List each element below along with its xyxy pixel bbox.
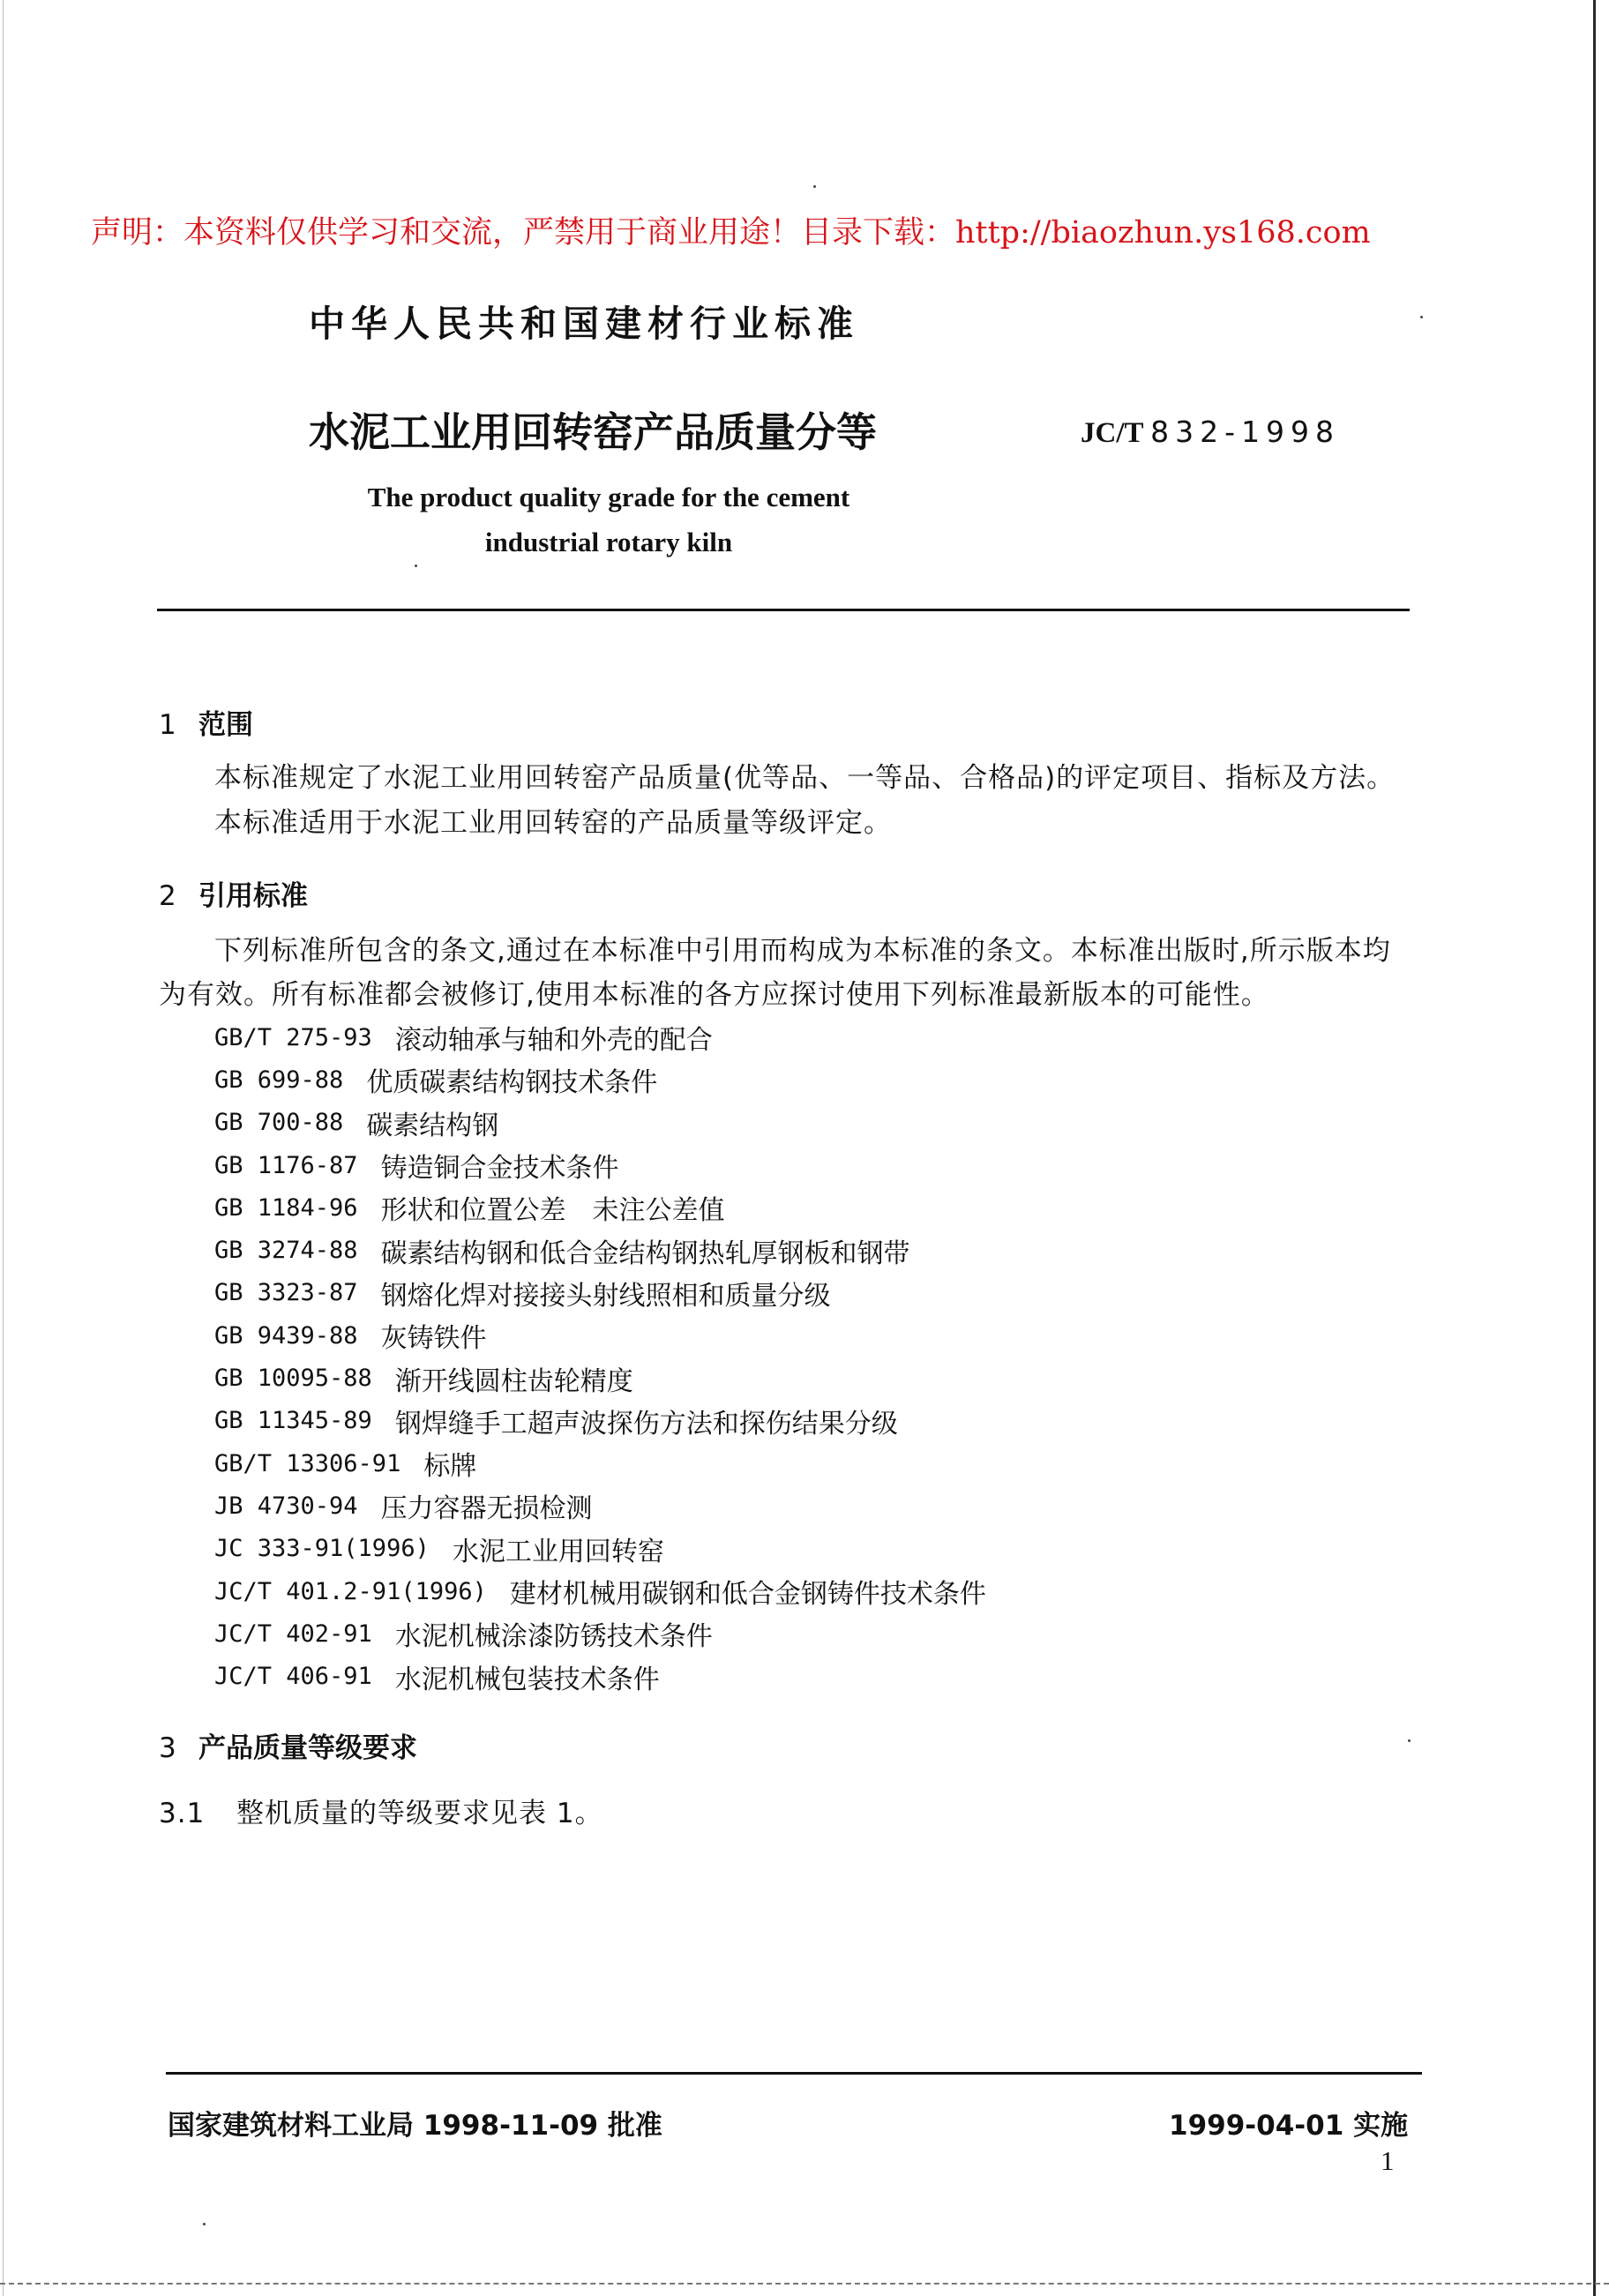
scan-speck xyxy=(415,565,417,567)
standard-name: 水泥工业用回转窑 xyxy=(452,1536,664,1567)
standard-name: 优质碳素结构钢技术条件 xyxy=(366,1067,658,1099)
list-item xyxy=(214,1102,986,1144)
section-1-heading xyxy=(159,702,253,742)
standard-name: 压力容器无损检测 xyxy=(380,1493,593,1525)
standard-name: 灰铸铁件 xyxy=(380,1323,487,1355)
list-item xyxy=(214,1400,986,1442)
section-2-number: 2 xyxy=(159,880,176,912)
standard-code: GB 10095-88 xyxy=(214,1365,372,1393)
standard-code: JC 333-91(1996) xyxy=(214,1535,430,1563)
standard-code: GB 700-88 xyxy=(214,1109,344,1137)
standard-code: JC/T 401.2-91(1996) xyxy=(214,1577,487,1605)
list-item xyxy=(214,1058,986,1101)
list-item xyxy=(214,1442,986,1485)
section-3-number: 3 xyxy=(159,1732,176,1764)
section-2-paragraph-1: 下列标准所包含的条文,通过在本标准中引用而构成为本标准的条文。本标准出版时,所示版本均 xyxy=(214,935,1391,967)
section-3-1-text: 整机质量的等级要求见表 1。 xyxy=(236,1798,603,1829)
standard-name: 铸造铜合金技术条件 xyxy=(380,1153,619,1185)
standard-name: 标牌 xyxy=(423,1451,477,1483)
section-1-number: 1 xyxy=(159,709,176,741)
section-2-paragraph-2: 为有效。所有标准都会被修订,使用本标准的各方应探讨使用下列标准最新版本的可能性。 xyxy=(159,979,1269,1011)
effective-date: 1999-04-01 实施 xyxy=(1169,2110,1409,2142)
document-title: 水泥工业用回转窑产品质量分等 xyxy=(309,408,877,456)
scan-edge-left xyxy=(3,0,4,2296)
download-notice xyxy=(91,208,1371,252)
list-item xyxy=(214,1357,986,1399)
english-title-line-1: The product quality grade for the cement xyxy=(367,482,850,512)
scan-bottom-edge xyxy=(0,2283,1609,2288)
list-item xyxy=(214,1528,986,1570)
standard-code: JC/T 406-91 xyxy=(214,1663,372,1691)
english-title-line-2: industrial rotary kiln xyxy=(484,527,733,557)
standard-name: 钢焊缝手工超声波探伤方法和探伤结果分级 xyxy=(394,1408,898,1440)
list-item xyxy=(214,1186,986,1229)
list-item xyxy=(214,1314,986,1357)
standard-name: 水泥机械包装技术条件 xyxy=(394,1664,660,1695)
standard-name: 建材机械用碳钢和低合金钢铸件技术条件 xyxy=(509,1579,986,1610)
section-3-1-clause xyxy=(159,1791,603,1830)
notice-text: 声明：本资料仅供学习和交流，严禁用于商业用途！目录下载： xyxy=(91,215,956,251)
standard-code: JB 4730-94 xyxy=(214,1492,358,1520)
approval-statement: 国家建筑材料工业局 1998-11-09 批准 xyxy=(168,2110,662,2142)
standard-code: GB 9439-88 xyxy=(214,1321,358,1350)
list-item xyxy=(214,1229,986,1271)
standard-code: GB 699-88 xyxy=(214,1066,344,1094)
standard-name: 渐开线圆柱齿轮精度 xyxy=(394,1365,633,1397)
header-divider xyxy=(157,609,1410,611)
standard-code: GB/T 275-93 xyxy=(214,1023,372,1051)
standard-name: 碳素结构钢 xyxy=(366,1110,499,1141)
standard-name: 滚动轴承与轴和外壳的配合 xyxy=(394,1025,713,1057)
section-3-heading xyxy=(159,1725,417,1765)
standard-code: GB 1176-87 xyxy=(214,1151,358,1179)
document-code-prefix: JC/T xyxy=(1081,417,1143,449)
standard-code: GB 3274-88 xyxy=(214,1237,358,1265)
standard-code: JC/T 402-91 xyxy=(214,1619,372,1648)
standard-code: GB 11345-89 xyxy=(214,1407,372,1435)
standard-code: GB/T 13306-91 xyxy=(214,1449,401,1477)
section-3-title: 产品质量等级要求 xyxy=(198,1732,417,1764)
footer-divider xyxy=(166,2072,1422,2075)
standard-code: GB 1184-96 xyxy=(214,1193,358,1222)
document-code xyxy=(1081,415,1340,450)
document-code-number: 832-1998 xyxy=(1150,415,1341,449)
standard-name: 水泥机械涂漆防锈技术条件 xyxy=(394,1621,713,1653)
scan-edge-right xyxy=(1593,0,1596,2296)
section-3-1-number: 3.1 xyxy=(159,1798,206,1829)
section-1-paragraph-1: 本标准规定了水泥工业用回转窑产品质量(优等品、一等品、合格品)的评定项目、指标及方法。 xyxy=(214,762,1396,794)
list-item xyxy=(214,1612,986,1655)
scan-speck xyxy=(1408,1739,1411,1742)
scan-speck xyxy=(1420,316,1423,318)
standard-code: GB 3323-87 xyxy=(214,1279,358,1307)
section-1-title: 范围 xyxy=(198,709,253,741)
standard-name: 碳素结构钢和低合金结构钢热轧厚钢板和钢带 xyxy=(380,1238,910,1269)
industry-standard-title: 中华人民共和国建材行业标准 xyxy=(309,303,859,345)
list-item xyxy=(214,1570,986,1612)
list-item xyxy=(214,1144,986,1186)
standard-name: 钢熔化焊对接接头射线照相和质量分级 xyxy=(380,1280,831,1312)
english-title xyxy=(265,475,953,565)
scan-speck xyxy=(203,2223,206,2225)
list-item xyxy=(214,1272,986,1314)
section-2-title: 引用标准 xyxy=(198,880,308,912)
referenced-standards-list xyxy=(214,1016,986,1698)
list-item xyxy=(214,1655,986,1697)
scan-speck xyxy=(813,185,816,188)
section-1-paragraph-2: 本标准适用于水泥工业用回转窑的产品质量等级评定。 xyxy=(214,807,892,839)
list-item xyxy=(214,1485,986,1527)
notice-url[interactable]: http://biaozhun.ys168.com xyxy=(955,215,1371,251)
page-number: 1 xyxy=(1381,2145,1395,2176)
list-item xyxy=(214,1016,986,1058)
section-2-heading xyxy=(159,873,308,913)
standard-name: 形状和位置公差 未注公差值 xyxy=(380,1195,725,1227)
